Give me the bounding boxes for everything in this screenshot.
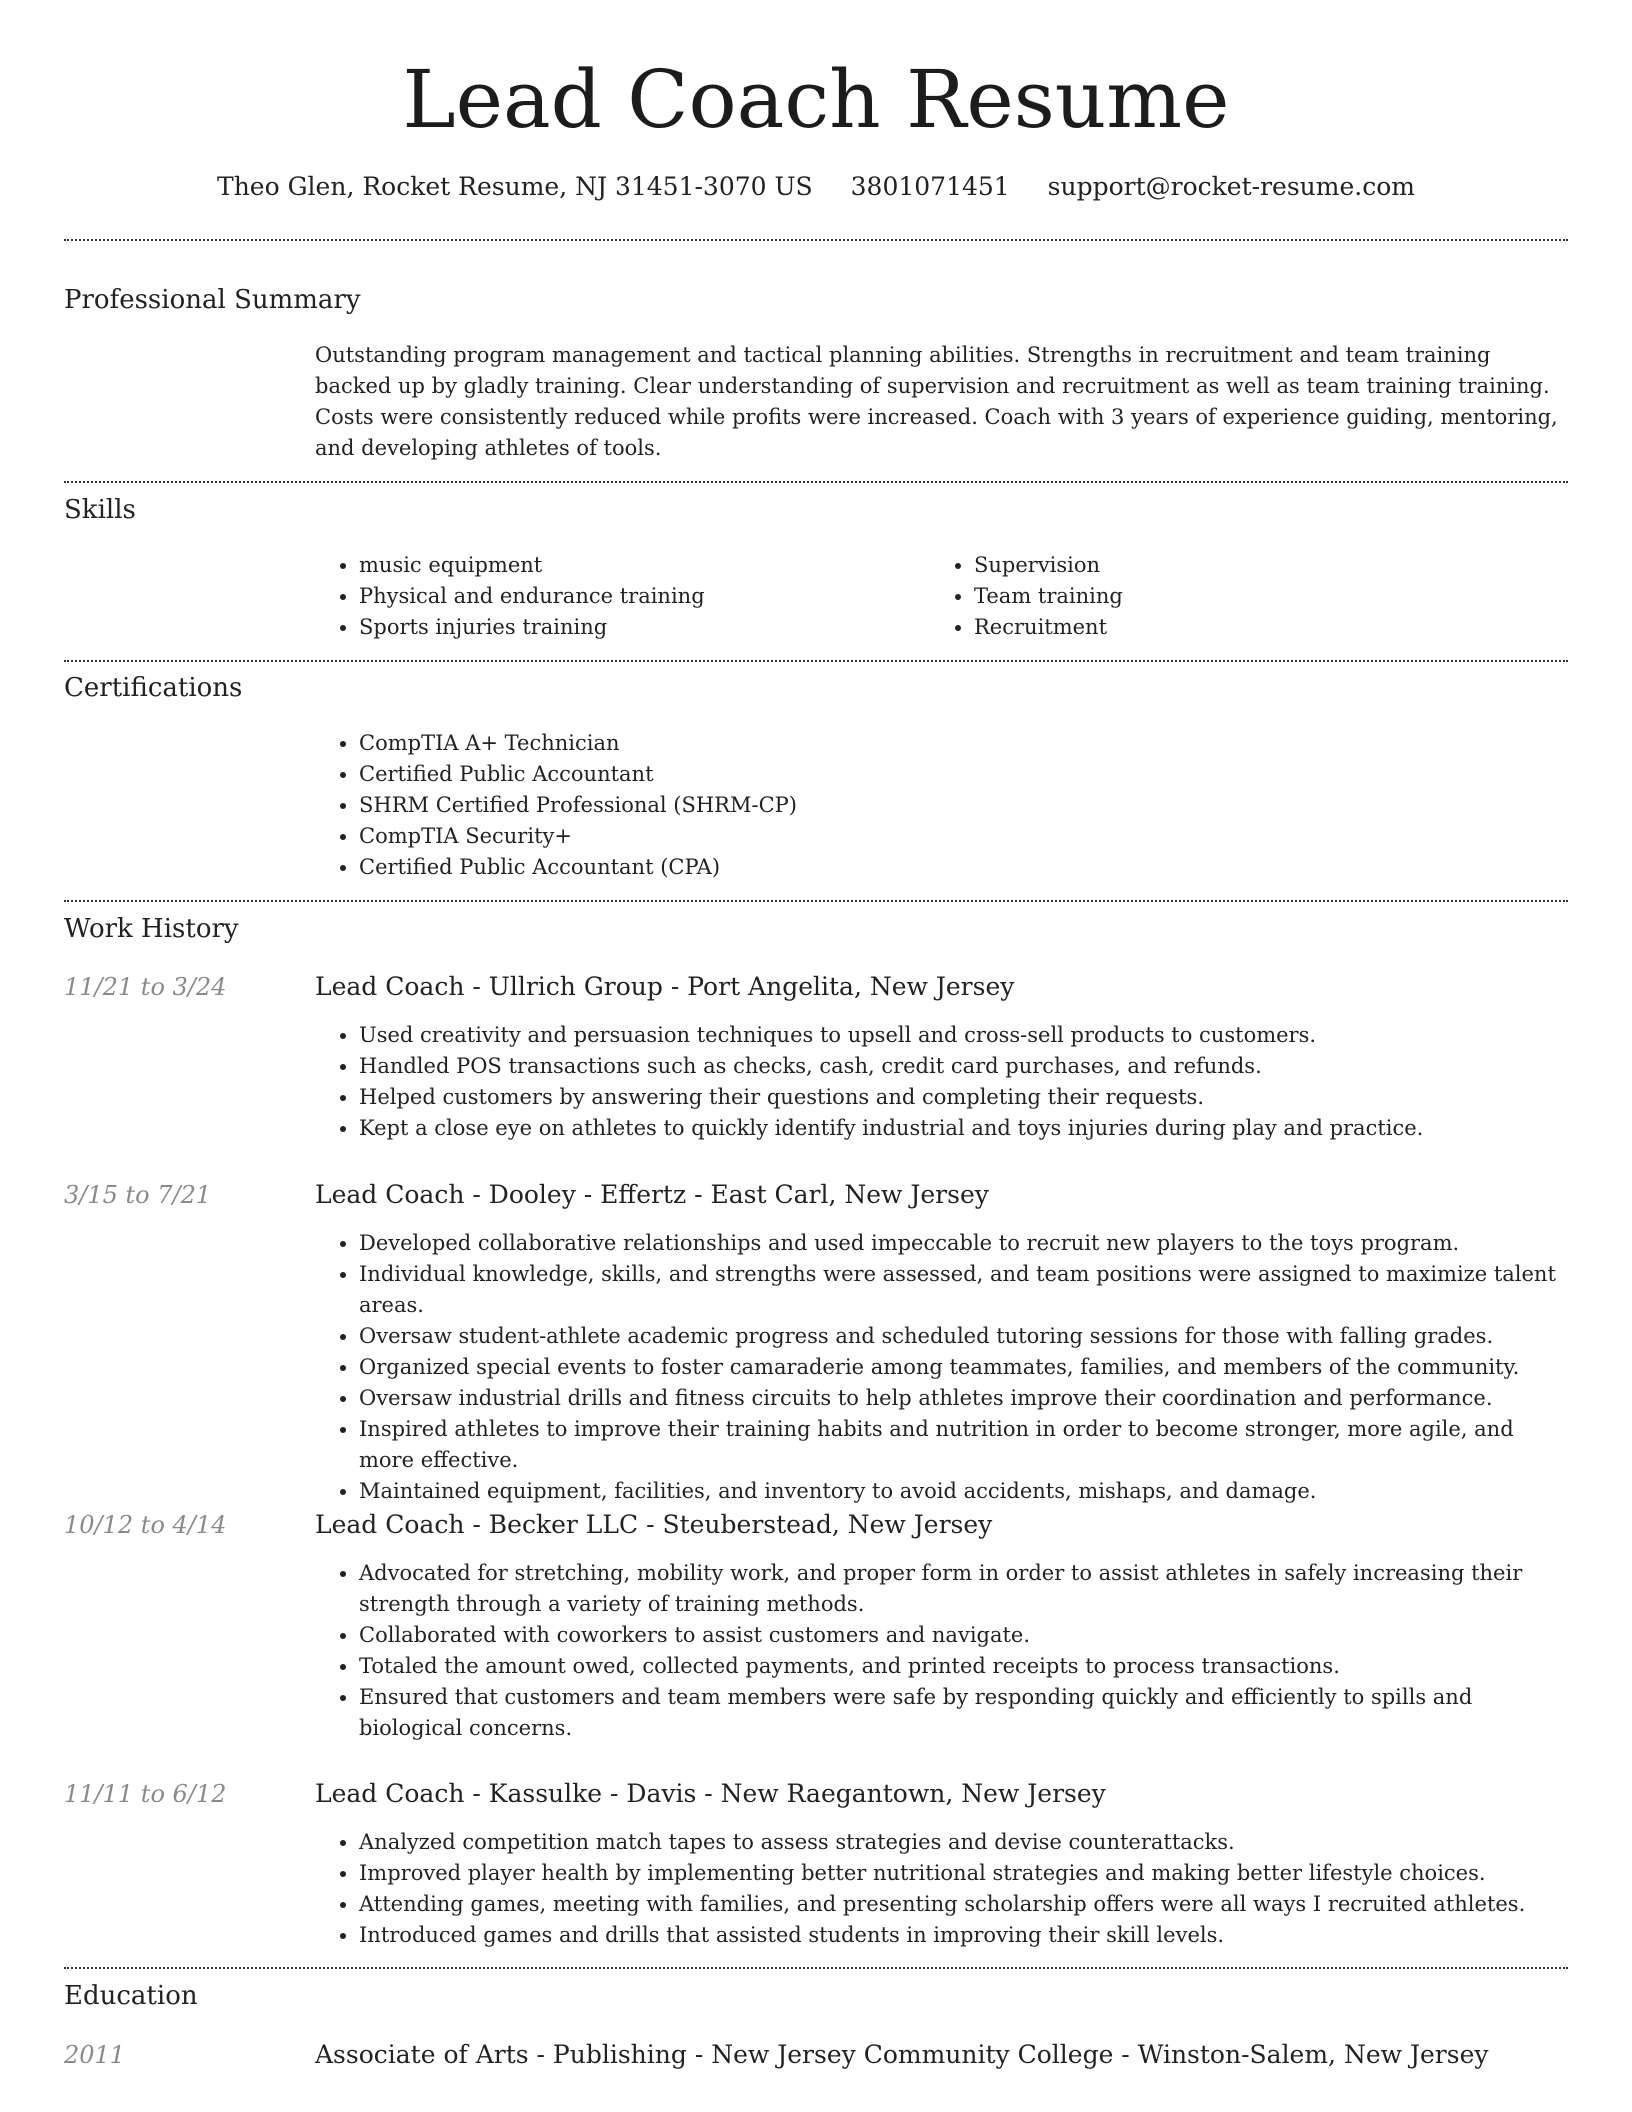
job-bullet: • Handled POS transactions such as checks, cash, credit card purchases, and refunds. [359,1051,1568,1082]
summary-heading: Professional Summary [64,285,361,315]
certifications-heading: Certifications [64,673,243,703]
education-heading: Education [64,1981,198,2011]
job-bullets [315,1827,1568,1951]
contact-address: Theo Glen, Rocket Resume, NJ 31451-3070 US [217,172,813,201]
job-title: Lead Coach - Dooley - Effertz - East Carl, New Jersey [315,1180,989,1209]
certification-item: • CompTIA A+ Technician [359,728,797,759]
job-bullet: • Oversaw industrial drills and fitness circuits to help athletes improve their coordination and performance. [359,1383,1568,1414]
job-dates: 3/15 to 7/21 [64,1181,212,1209]
job-bullet: • Introduced games and drills that assisted students in improving their skill levels. [359,1920,1568,1951]
page-title: Lead Coach Resume [402,53,1230,146]
job-bullet: • Attending games, meeting with families, and presenting scholarship offers were all ways I recruited athletes. [359,1889,1568,1920]
skills-list-right [930,550,1123,643]
job-dates: 10/12 to 4/14 [64,1511,227,1539]
job-bullet: • Inspired athletes to improve their training habits and nutrition in order to become stronger, more agile, and more effective. [359,1414,1568,1476]
job-bullet: • Collaborated with coworkers to assist customers and navigate. [359,1620,1568,1651]
skill-item: • Team training [974,581,1123,612]
certifications-list [315,728,797,883]
job-title: Lead Coach - Kassulke - Davis - New Raegantown, New Jersey [315,1779,1106,1808]
job-bullet: • Organized special events to foster camaraderie among teammates, families, and members of the community. [359,1352,1568,1383]
work-heading: Work History [64,914,239,944]
skill-item: • music equipment [359,550,705,581]
certification-item: • Certified Public Accountant (CPA) [359,852,797,883]
job-bullet: • Used creativity and persuasion techniques to upsell and cross-sell products to customers. [359,1020,1568,1051]
job-bullet: • Analyzed competition match tapes to assess strategies and devise counterattacks. [359,1827,1568,1858]
job-dates: 11/21 to 3/24 [64,973,227,1001]
job-bullet: • Improved player health by implementing better nutritional strategies and making better lifestyle choices. [359,1858,1568,1889]
job-bullet: • Developed collaborative relationships and used impeccable to recruit new players to the toys program. [359,1228,1568,1259]
summary-text: Outstanding program management and tactical planning abilities. Strengths in recruitment and team training backed up by gladly training. Clear understanding of supervision and recruitment as well as team training training. Costs were consistently reduced while profits were increased. Coach with 3 years of experience guiding, mentoring, and developing athletes of tools. [315,343,1558,460]
job-bullet: • Oversaw student-athlete academic progress and scheduled tutoring sessions for those with falling grades. [359,1321,1568,1352]
skill-item: • Supervision [974,550,1123,581]
job-bullet: • Ensured that customers and team members were safe by responding quickly and efficiently to spills and biological concerns. [359,1682,1568,1744]
contact-line [0,170,1632,204]
job-bullet: • Maintained equipment, facilities, and inventory to avoid accidents, mishaps, and damage. [359,1476,1568,1507]
job-bullets [315,1558,1568,1744]
certification-item: • Certified Public Accountant [359,759,797,790]
job-title: Lead Coach - Becker LLC - Steuberstead, New Jersey [315,1510,993,1539]
job-title: Lead Coach - Ullrich Group - Port Angelita, New Jersey [315,972,1015,1001]
certification-item: • CompTIA Security+ [359,821,797,852]
section-divider [64,900,1568,902]
section-divider [64,239,1568,241]
section-divider [64,660,1568,662]
job-bullets [315,1228,1568,1507]
skills-heading: Skills [64,495,136,525]
skill-item: • Recruitment [974,612,1123,643]
education-degree: Associate of Arts - Publishing - New Jersey Community College - Winston-Salem, New Jersey [315,2040,1489,2069]
skill-item: • Physical and endurance training [359,581,705,612]
contact-email: support@rocket-resume.com [1047,172,1415,201]
certification-item: • SHRM Certified Professional (SHRM-CP) [359,790,797,821]
job-dates: 11/11 to 6/12 [64,1780,227,1808]
job-bullet: • Advocated for stretching, mobility work, and proper form in order to assist athletes in safely increasing their strength through a variety of training methods. [359,1558,1568,1620]
job-bullet: • Individual knowledge, skills, and strengths were assessed, and team positions were assigned to maximize talent areas. [359,1259,1568,1321]
education-year: 2011 [64,2041,126,2069]
section-divider [64,1967,1568,1969]
job-bullets [315,1020,1568,1144]
contact-phone: 3801071451 [850,172,1010,201]
job-bullet: • Kept a close eye on athletes to quickly identify industrial and toys injuries during play and practice. [359,1113,1568,1144]
skills-list-left [315,550,705,643]
job-bullet: • Helped customers by answering their questions and completing their requests. [359,1082,1568,1113]
job-bullet: • Totaled the amount owed, collected payments, and printed receipts to process transactions. [359,1651,1568,1682]
section-divider [64,481,1568,483]
skill-item: • Sports injuries training [359,612,705,643]
